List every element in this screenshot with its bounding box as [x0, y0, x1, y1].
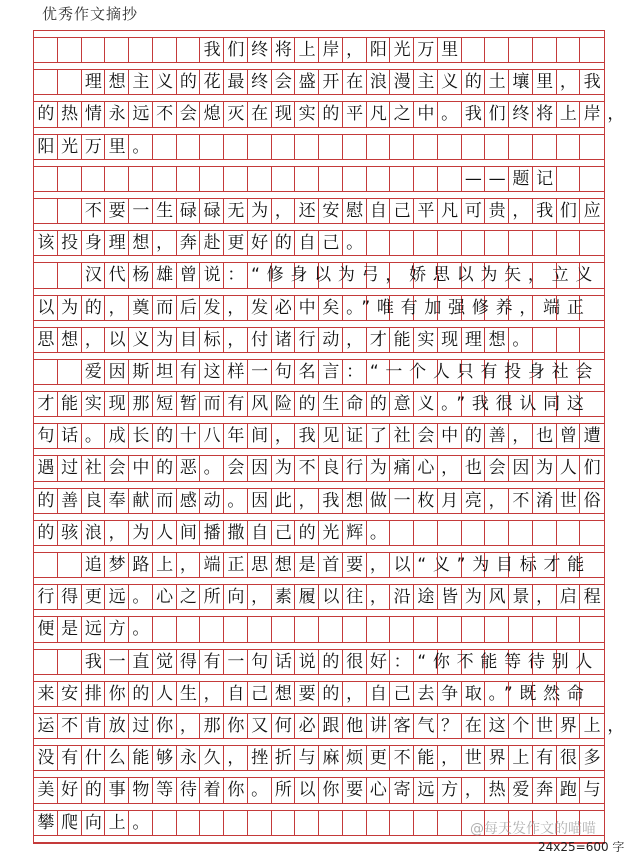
grid-cell — [248, 617, 272, 641]
grid-cell — [580, 167, 604, 191]
row-separator — [34, 255, 604, 263]
grid-cell — [557, 617, 581, 641]
grid-cell — [462, 38, 486, 62]
grid-cell — [177, 811, 201, 835]
grid-row — [34, 513, 604, 545]
essay-line: 运不肯放过你，那你又何必跟他讲客气？在这个世界上， — [37, 715, 632, 736]
grid-cell — [414, 617, 438, 641]
grid-cell — [533, 38, 557, 62]
grid-cell — [580, 328, 604, 352]
grid-cell — [438, 617, 462, 641]
grid-cell — [367, 811, 391, 835]
grid-cell — [295, 135, 319, 159]
grid-row — [34, 706, 632, 738]
grid-row — [34, 320, 604, 352]
essay-line: 爱因斯坦有这样一句名言：“一个人只有投身社会 — [37, 361, 600, 382]
grid-row — [34, 545, 604, 577]
grid-row — [34, 30, 604, 62]
grid-row — [34, 191, 608, 223]
grid-cell — [177, 617, 201, 641]
essay-line: 攀爬向上。 — [37, 812, 157, 833]
grid-cell — [509, 231, 533, 255]
essay-line: 该投身理想，奔赴更好的自己。 — [37, 233, 370, 254]
essay-line: 的善良奉献而感动。因此，我想做一枚月亮，不淆世俗 — [37, 490, 608, 511]
grid-cell — [580, 135, 604, 159]
row-separator — [34, 513, 604, 521]
grid-row — [34, 127, 604, 159]
grid-cell — [462, 135, 486, 159]
grid-info: 24x25=600 字 — [538, 840, 625, 854]
grid-cell — [438, 521, 462, 545]
row-separator — [34, 577, 604, 585]
grid-cell — [533, 231, 557, 255]
row-separator — [34, 770, 604, 778]
grid-cell — [580, 38, 604, 62]
essay-line: 理想主义的花最终会盛开在浪漫主义的土壤里，我 — [37, 72, 608, 93]
grid-cell — [390, 617, 414, 641]
grid-row — [34, 288, 604, 320]
grid-cell — [272, 617, 296, 641]
grid-row — [34, 223, 604, 255]
grid-cell — [200, 617, 224, 641]
grid-cell — [319, 617, 343, 641]
row-separator — [34, 642, 604, 650]
row-separator — [34, 609, 604, 617]
essay-line: 我一直觉得有一句话说的很好：“你不能等待别人 — [37, 651, 600, 672]
grid-cell — [438, 811, 462, 835]
row-separator — [34, 352, 604, 360]
grid-cell — [367, 617, 391, 641]
row-separator — [34, 288, 604, 296]
row-separator — [34, 706, 604, 714]
essay-line: 不要一生碌碌无为，还安慰自己平凡可贵，我们应 — [37, 200, 608, 221]
grid-cell — [509, 521, 533, 545]
grid-cell — [438, 231, 462, 255]
grid-row — [34, 416, 608, 448]
grid-cell — [224, 617, 248, 641]
row-separator — [34, 803, 604, 811]
grid-row — [34, 738, 608, 770]
grid-cell — [485, 521, 509, 545]
row-separator — [34, 545, 604, 553]
grid-row — [34, 674, 604, 706]
grid-row — [34, 448, 608, 480]
grid-cell — [414, 811, 438, 835]
grid-cell — [533, 135, 557, 159]
grid-cell — [557, 231, 581, 255]
row-separator — [34, 127, 604, 135]
essay-line: 的骇浪，为人间播撒自己的光辉。 — [37, 522, 394, 543]
essay-line: ——题记 — [37, 168, 560, 189]
grid-cell — [509, 38, 533, 62]
essay-line: 的热情永远不会熄灭在现实的平凡之中。我们终将上岸， — [37, 104, 632, 125]
essay-line: 追梦路上，端正思想是首要，以“义”为目标才能 — [37, 555, 591, 575]
grid-cell — [390, 811, 414, 835]
grid-cell — [177, 135, 201, 159]
grid-cell — [580, 231, 604, 255]
grid-cell — [485, 231, 509, 255]
grid-cell — [200, 135, 224, 159]
grid-cell — [462, 231, 486, 255]
grid-row — [34, 352, 604, 384]
grid-cell — [248, 135, 272, 159]
grid-cell — [557, 167, 581, 191]
grid-cell — [557, 38, 581, 62]
grid-cell — [533, 617, 557, 641]
row-separator — [34, 191, 604, 199]
grid-cell — [414, 231, 438, 255]
header-title: 优秀作文摘抄 — [42, 5, 139, 23]
essay-line: 行得更远。心之所向，素履以往，沿途皆为风景，启程 — [37, 587, 608, 608]
grid-cell — [153, 617, 177, 641]
grid-cell — [319, 135, 343, 159]
grid-cell — [272, 811, 296, 835]
essay-grid — [33, 30, 632, 844]
essay-line: 汉代杨雄曾说：“修身以为弓，娇思以为矢，立义 — [37, 265, 600, 286]
grid-cell — [367, 231, 391, 255]
grid-cell — [557, 328, 581, 352]
row-separator — [34, 30, 604, 38]
grid-cell — [414, 135, 438, 159]
grid-row — [34, 255, 604, 287]
row-separator — [34, 738, 604, 746]
grid-cell — [414, 521, 438, 545]
row-separator — [34, 320, 604, 328]
grid-cell — [224, 811, 248, 835]
grid-cell — [295, 811, 319, 835]
grid-cell — [200, 811, 224, 835]
grid-cell — [533, 328, 557, 352]
grid-cell — [153, 135, 177, 159]
grid-cell — [343, 811, 367, 835]
grid-cell — [557, 135, 581, 159]
essay-line: 阳光万里。 — [37, 136, 157, 157]
grid-cell — [224, 135, 248, 159]
grid-cell — [343, 135, 367, 159]
row-separator — [34, 223, 604, 231]
grid-cell — [390, 231, 414, 255]
grid-row — [34, 609, 604, 641]
grid-cell — [462, 521, 486, 545]
row-separator — [34, 94, 604, 102]
grid-row — [34, 642, 604, 674]
grid-row — [34, 770, 608, 802]
row-separator — [34, 384, 604, 392]
grid-cell — [580, 617, 604, 641]
grid-row — [34, 481, 608, 513]
essay-line: 我们终将上岸，阳光万里 — [37, 40, 465, 60]
grid-cell — [485, 38, 509, 62]
grid-cell — [485, 617, 509, 641]
grid-cell — [390, 135, 414, 159]
row-separator — [34, 674, 604, 682]
grid-cell — [509, 135, 533, 159]
grid-cell — [533, 521, 557, 545]
essay-line: 来安排你的人生，自己想要的，自己去争取。”既然命 — [37, 683, 591, 704]
row-separator — [34, 416, 604, 424]
grid-cell — [580, 521, 604, 545]
essay-line: 以为的，奠而后发，发必中矣。”唯有加强修养，端正 — [37, 297, 591, 318]
watermark: @每天发作文的喵喵 — [470, 821, 596, 837]
row-separator — [34, 481, 604, 489]
essay-line: 才能实现那短暂而有风险的生命的意义。”我很认同这 — [37, 394, 591, 415]
grid-cell — [295, 617, 319, 641]
grid-row — [34, 384, 604, 416]
essay-line: 遇过社会中的恶。会因为不良行为痛心，也会因为人们 — [37, 458, 608, 479]
grid-cell — [343, 617, 367, 641]
grid-cell — [462, 617, 486, 641]
essay-line: 没有什么能够永久，挫折与麻烦更不能，世界上有很多 — [37, 748, 608, 769]
essay-line: 思想，以义为目标，付诸行动，才能实现理想。 — [37, 329, 537, 350]
grid-cell — [367, 135, 391, 159]
grid-cell — [272, 135, 296, 159]
grid-row — [34, 159, 604, 191]
grid-cell — [153, 811, 177, 835]
essay-line: 句话。成长的十八年间，我见证了社会中的善，也曾遭 — [37, 426, 608, 447]
grid-cell — [248, 811, 272, 835]
row-separator — [34, 159, 604, 167]
grid-row — [34, 94, 632, 126]
grid-row — [34, 62, 608, 94]
essay-line: 美好的事物等待着你。所以你要心寄远方，热爱奔跑与 — [37, 780, 608, 801]
row-separator — [34, 62, 604, 70]
row-separator — [34, 448, 604, 456]
grid-cell — [438, 135, 462, 159]
grid-row — [34, 577, 608, 609]
grid-cell — [485, 135, 509, 159]
grid-cell — [319, 811, 343, 835]
grid-cell — [557, 521, 581, 545]
grid-cell — [509, 617, 533, 641]
essay-line: 便是远方。 — [37, 619, 157, 640]
